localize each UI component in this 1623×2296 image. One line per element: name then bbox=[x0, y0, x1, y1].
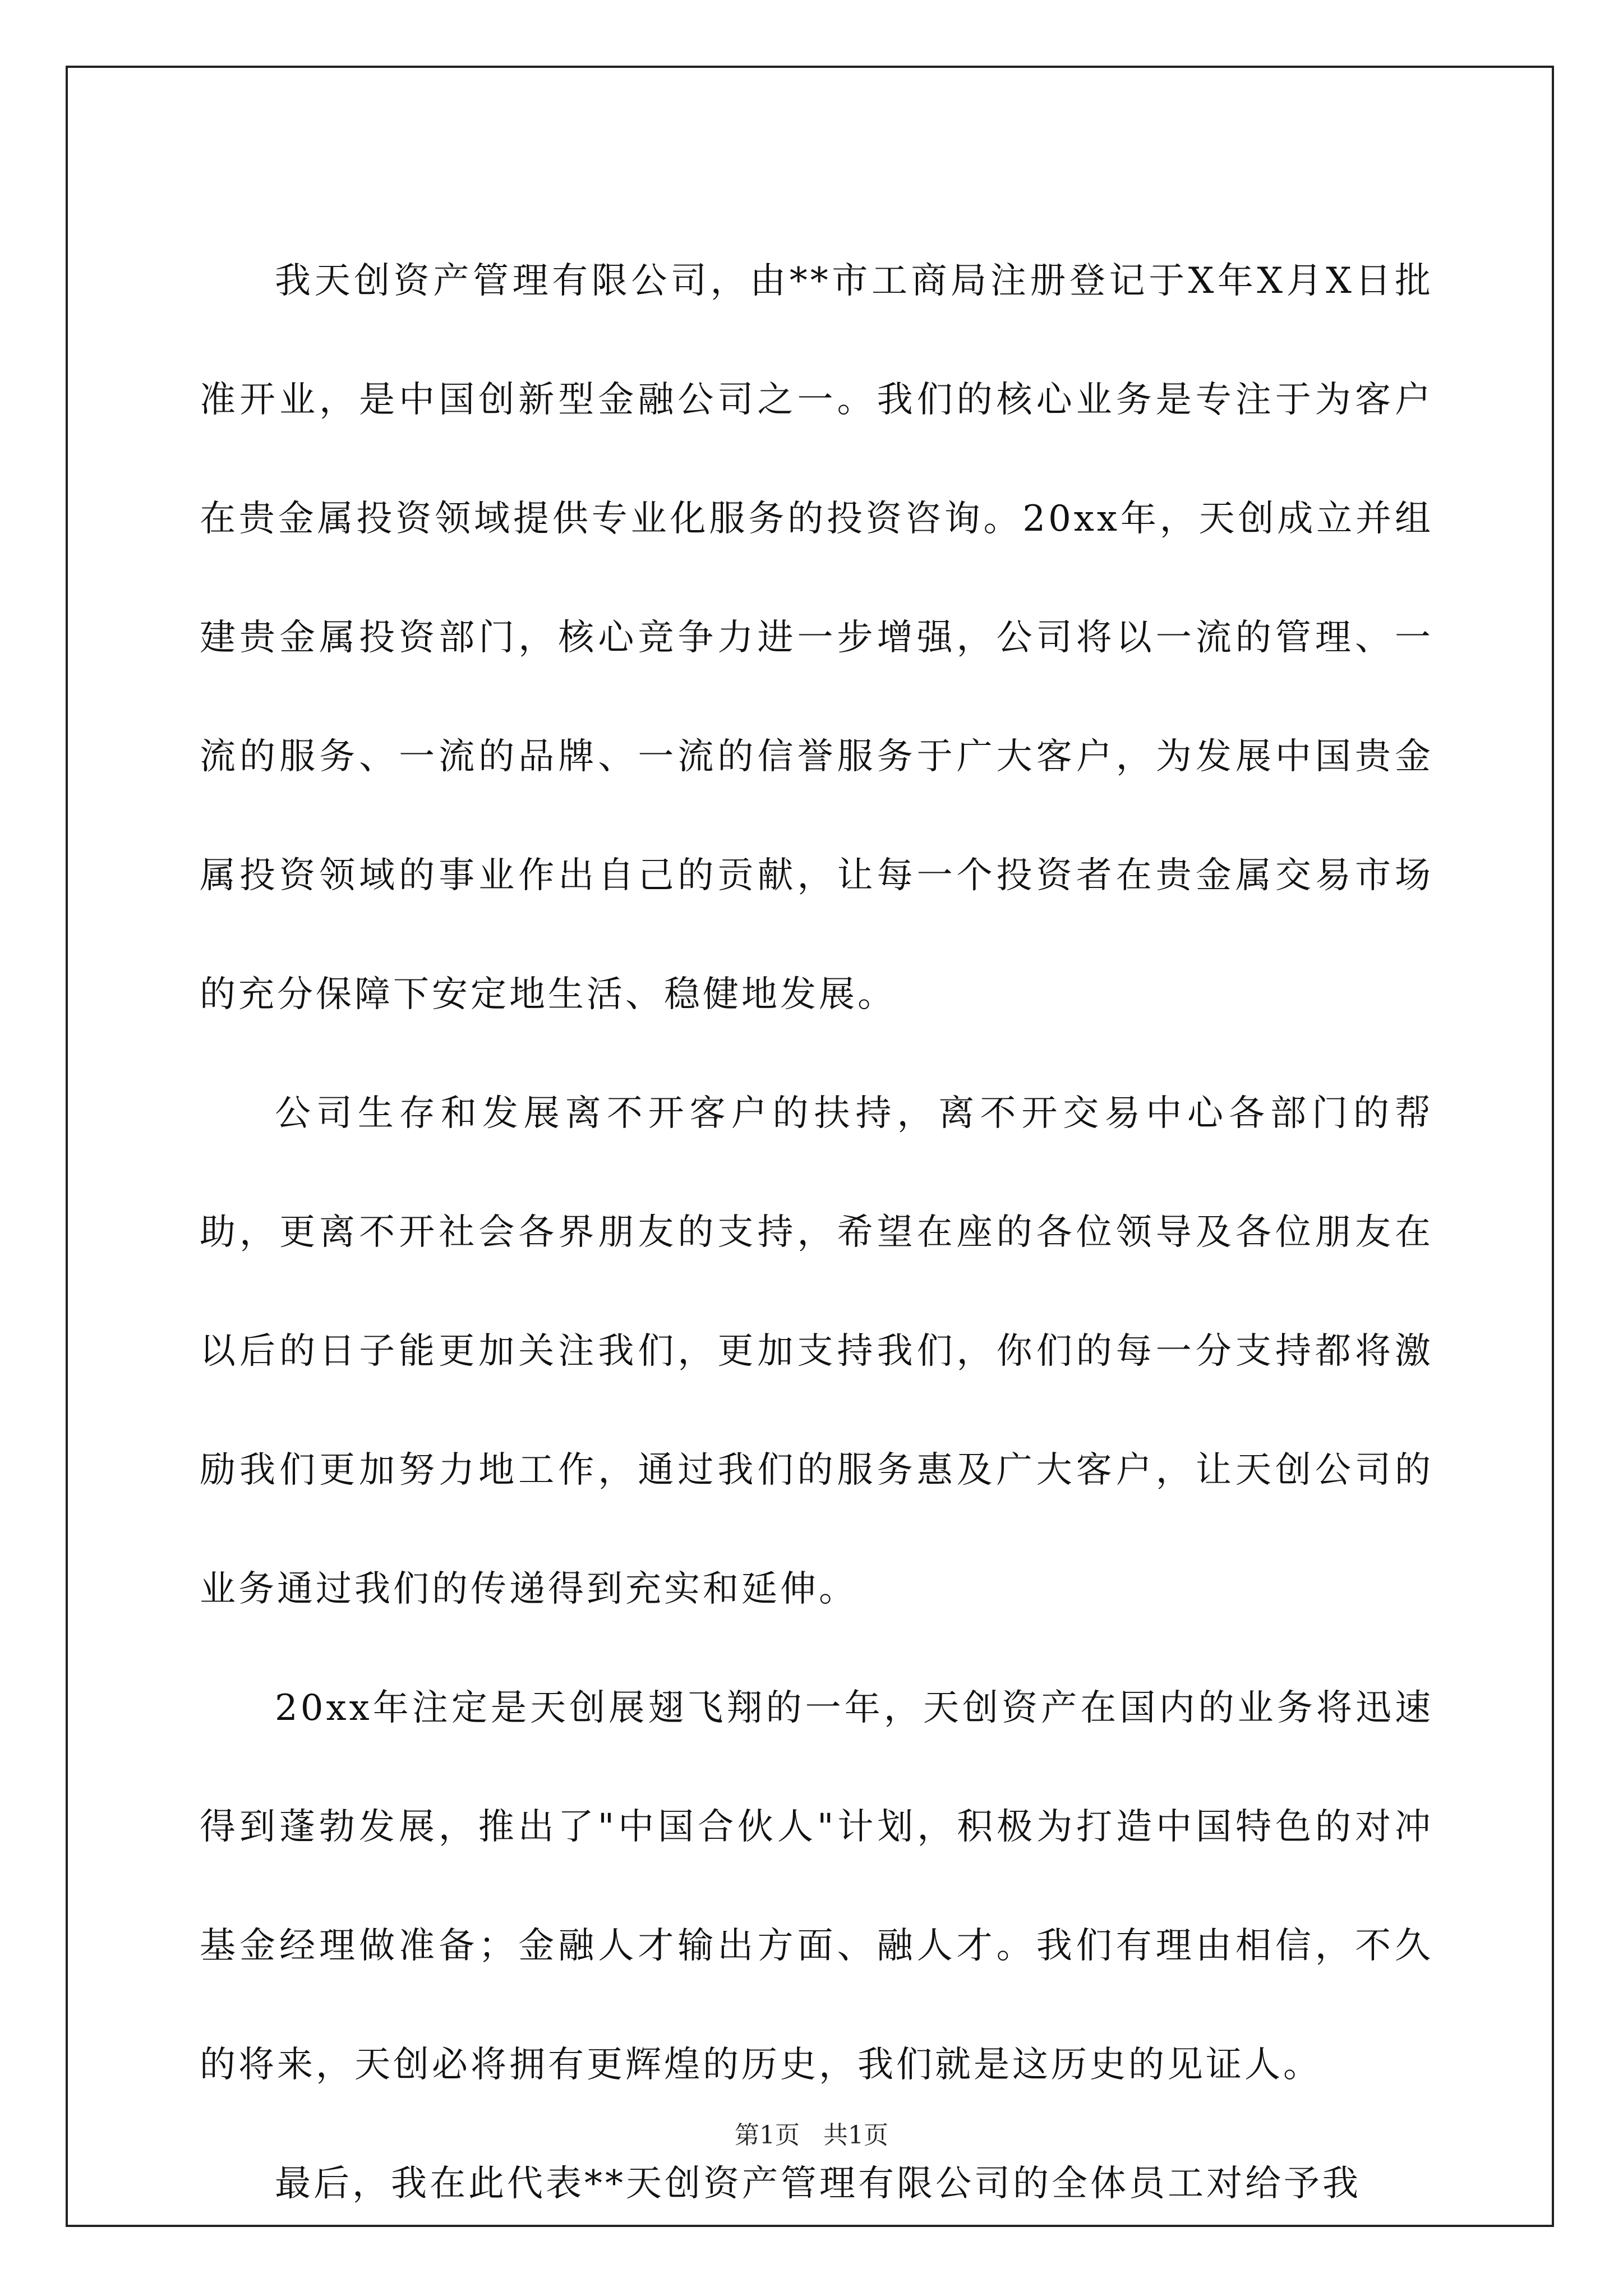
paragraph-1: 我天创资产管理有限公司，由**市工商局注册登记于X年X月X日批准开业，是中国创新型金融公司之一。我们的核心业务是专注于为客户在贵金属投资领域提供专业化服务的投资咨询。20xx年，天创成立并组建贵金属投资部门，核心竞争力进一步增强，公司将以一流的管理、一流的服务、一流的品牌、一流的信誉服务于广大客户，为发展中国贵金属投资领域的事业作出自己的贡献，让每一个投资者在贵金属交易市场的充分保障下安定地生活、稳健地发展。 bbox=[200, 260, 1433, 1015]
page-footer bbox=[0, 2115, 1623, 2151]
paragraph-3: 20xx年注定是天创展翅飞翔的一年，天创资产在国内的业务将迅速得到蓬勃发展，推出了"中国合伙人"计划，积极为打造中国特色的对冲基金经理做准备；金融人才输出方面、融人才。我们有理由相信，不久的将来，天创必将拥有更辉煌的历史，我们就是这历史的见证人。 bbox=[200, 1687, 1433, 2086]
paragraph-4: 最后，我在此代表**天创资产管理有限公司的全体员工对给予我 bbox=[275, 2163, 1361, 2205]
page-number: 第1页 bbox=[735, 2121, 800, 2150]
document-body bbox=[200, 222, 1433, 2243]
paragraph-2: 公司生存和发展离不开客户的扶持，离不开交易中心各部门的帮助，更离不开社会各界朋友的支持，希望在座的各位领导及各位朋友在以后的日子能更加关注我们，更加支持我们，你们的每一分支持都将激励我们更加努力地工作，通过我们的服务惠及广大客户，让天创公司的业务通过我们的传递得到充实和延伸。 bbox=[200, 1093, 1433, 1610]
page-total: 共1页 bbox=[823, 2121, 888, 2150]
